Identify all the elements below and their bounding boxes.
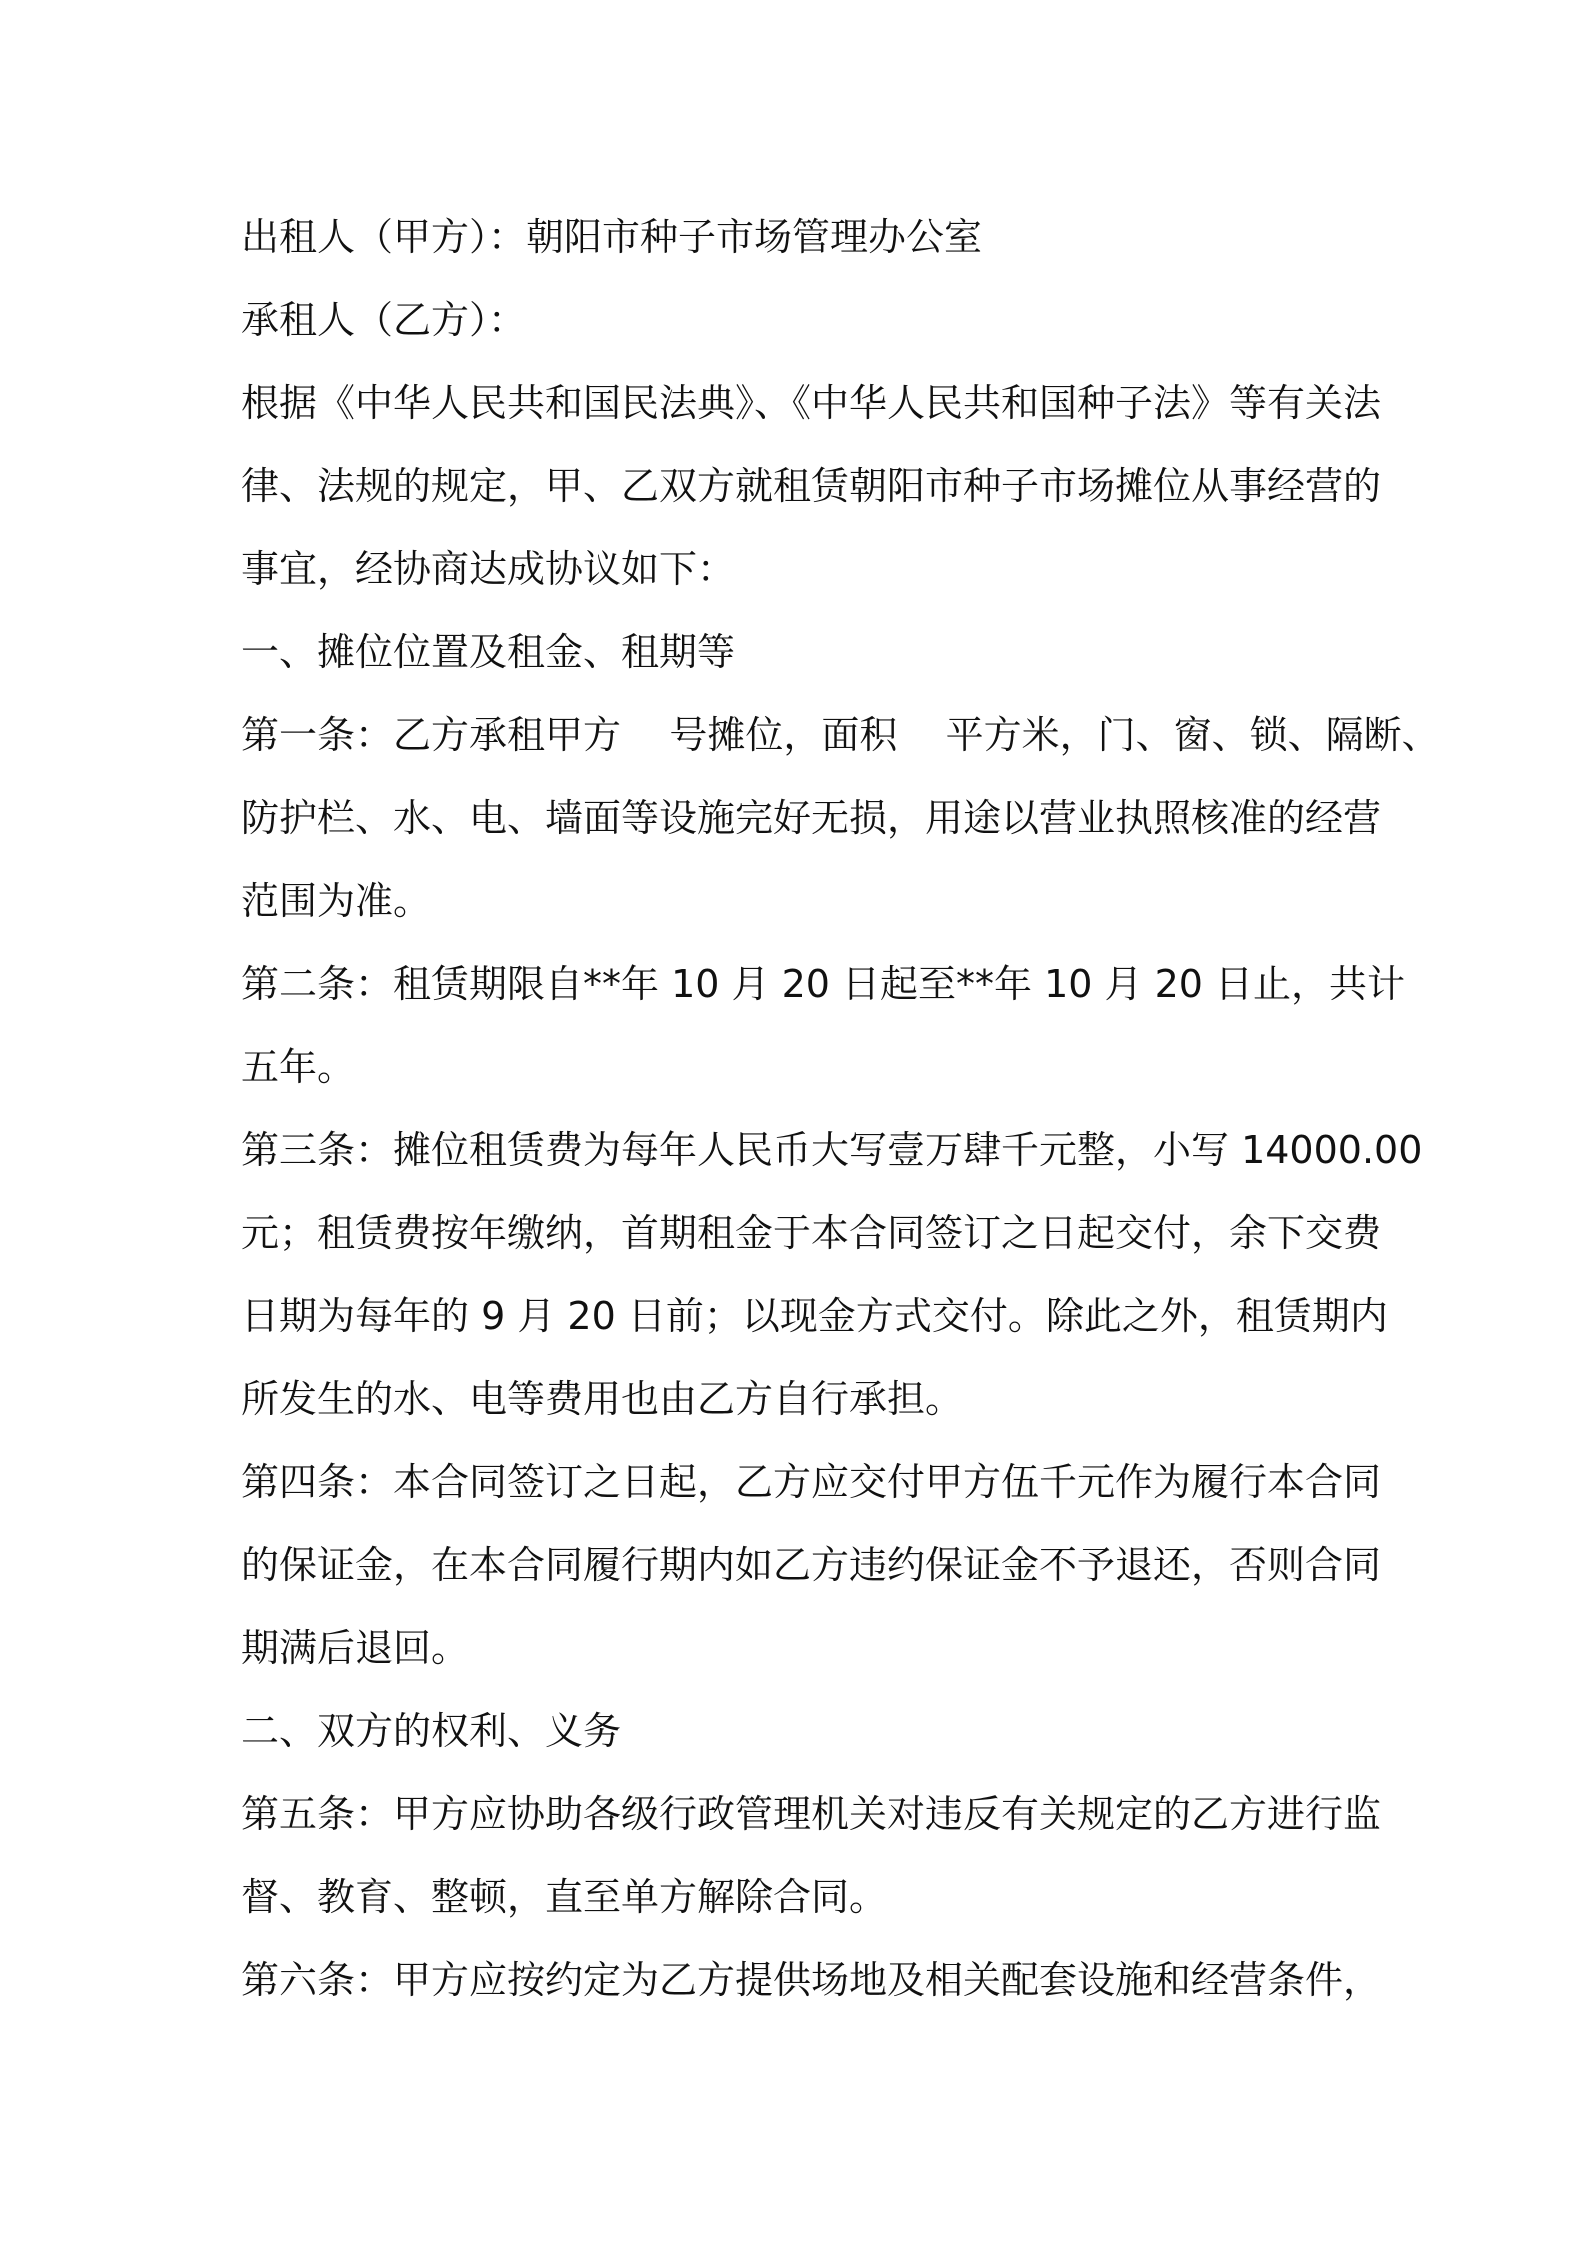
article-1-line-2: 防护栏、水、电、墙面等设施完好无损，用途以营业执照核准的经营 [241,796,1382,840]
preamble-line-3: 事宜，经协商达成协议如下： [241,547,736,591]
contract-page [241,196,1440,2022]
section-heading-1: 一、摊位位置及租金、租期等 [241,630,736,674]
lessee-line: 承租人（乙方）： [241,298,527,342]
preamble-line-1: 根据《中华人民共和国民法典》、《中华人民共和国种子法》等有关法 [241,381,1382,425]
article-3-line-2: 元；租赁费按年缴纳，首期租金于本合同签订之日起交付，余下交费 [241,1211,1382,1255]
article-3-line-4: 所发生的水、电等费用也由乙方自行承担。 [241,1377,964,1421]
article-2-line-2: 五年。 [241,1045,356,1089]
section-heading-2: 二、双方的权利、义务 [241,1709,622,1753]
article-2-line-1: 第二条：租赁期限自**年 10 月 20 日起至**年 10 月 20 日止，共计 [241,962,1406,1006]
article-4-line-2: 的保证金，在本合同履行期内如乙方违约保证金不予退还，否则合同 [241,1543,1382,1587]
article-4-line-3: 期满后退回。 [241,1626,470,1670]
article-1-line-1: 第一条：乙方承租甲方 号摊位，面积 平方米，门、窗、锁、隔断、 [241,713,1440,757]
article-1-line-3: 范围为准。 [241,879,432,923]
article-6-line-1: 第六条：甲方应按约定为乙方提供场地及相关配套设施和经营条件， [241,1958,1382,2002]
preamble-line-2: 律、法规的规定，甲、乙双方就租赁朝阳市种子市场摊位从事经营的 [241,464,1382,508]
article-3-line-1: 第三条：摊位租赁费为每年人民币大写壹万肆千元整，小写 14000.00 [241,1128,1423,1172]
lessor-line: 出租人（甲方）：朝阳市种子市场管理办公室 [241,215,983,259]
article-4-line-1: 第四条：本合同签订之日起，乙方应交付甲方伍千元作为履行本合同 [241,1460,1382,1504]
article-5-line-2: 督、教育、整顿，直至单方解除合同。 [241,1875,888,1919]
article-5-line-1: 第五条：甲方应协助各级行政管理机关对违反有关规定的乙方进行监 [241,1792,1382,1836]
article-3-line-3: 日期为每年的 9 月 20 日前；以现金方式交付。除此之外，租赁期内 [241,1294,1388,1338]
